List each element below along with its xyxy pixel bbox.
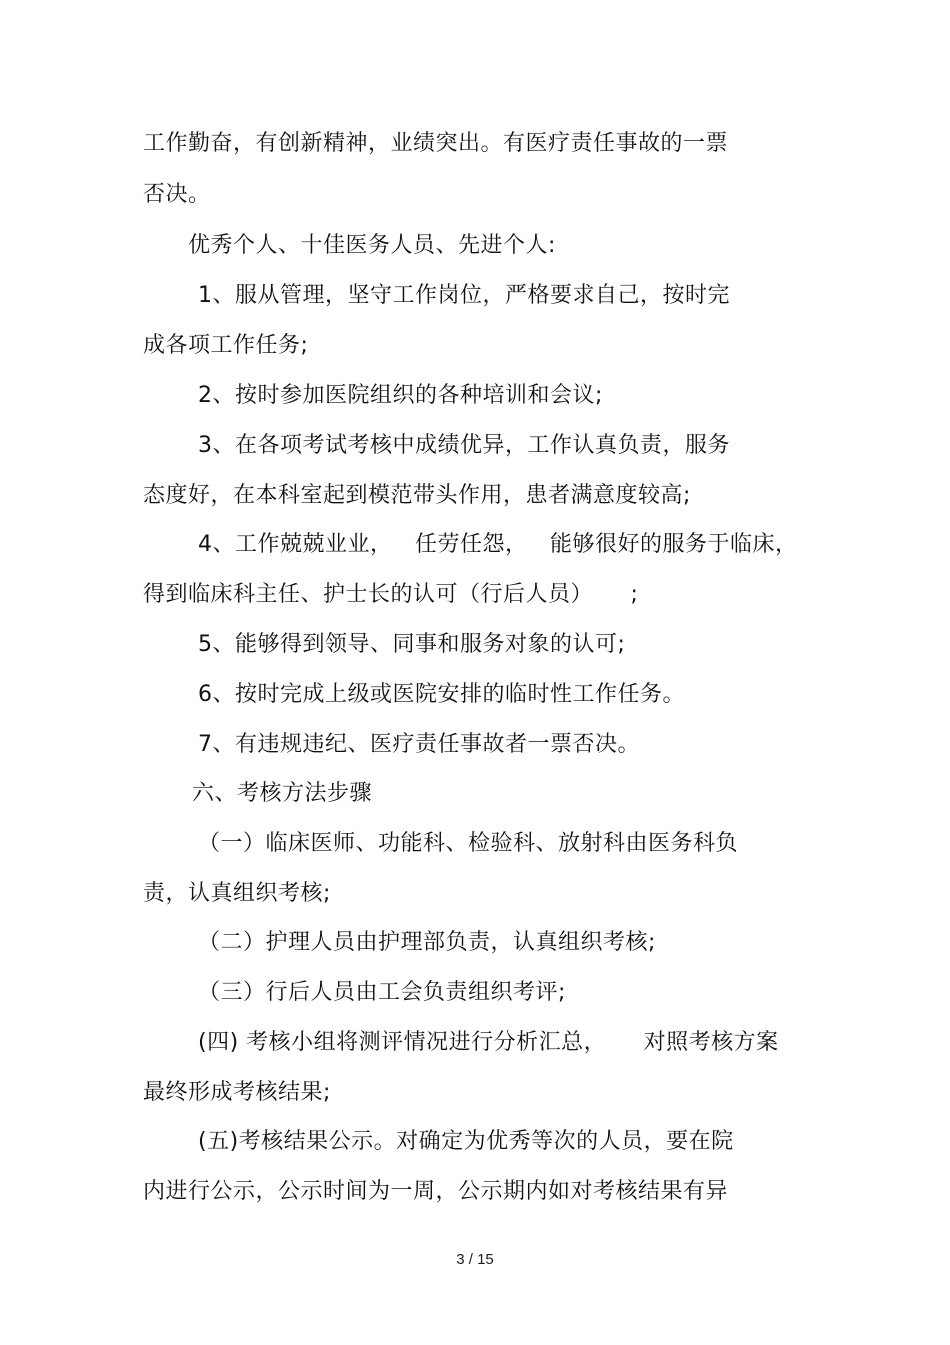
- text-line: 责，认真组织考核;: [143, 881, 331, 906]
- text-line: 得到临床科主任、护士长的认可（行后人员） ;: [143, 582, 639, 607]
- text-line: (五)考核结果公示。对确定为优秀等次的人员，要在院: [198, 1129, 734, 1154]
- text-line: 成各项工作任务;: [143, 333, 309, 358]
- text-line: 否决。: [143, 182, 211, 207]
- text-line: 1、服从管理，坚守工作岗位，严格要求自己，按时完: [198, 283, 730, 308]
- text-line: (四) 考核小组将测评情况进行分析汇总， 对照考核方案: [198, 1030, 779, 1055]
- text-line: 4、工作兢兢业业， 任劳任怨， 能够很好的服务于临床，: [198, 532, 798, 557]
- page-number: 3 / 15: [456, 1251, 494, 1268]
- text-line: 2、按时参加医院组织的各种培训和会议;: [198, 383, 603, 408]
- text-line: （三）行后人员由工会负责组织考评;: [198, 980, 566, 1005]
- text-line: 7、有违规违纪、医疗责任事故者一票否决。: [198, 732, 640, 757]
- section-heading: 六、考核方法步骤: [192, 781, 373, 806]
- text-line: 6、按时完成上级或医院安排的临时性工作任务。: [198, 682, 685, 707]
- text-line: 3、在各项考试考核中成绩优异，工作认真负责，服务: [198, 433, 730, 458]
- text-line: 态度好，在本科室起到模范带头作用，患者满意度较高;: [143, 483, 691, 508]
- text-line: 优秀个人、十佳医务人员、先进个人:: [188, 233, 556, 258]
- text-line: （二）护理人员由护理部负责，认真组织考核;: [198, 930, 656, 955]
- text-line: 工作勤奋，有创新精神，业绩突出。有医疗责任事故的一票: [143, 131, 729, 156]
- text-line: （一）临床医师、功能科、检验科、放射科由医务科负: [198, 831, 739, 856]
- text-line: 5、能够得到领导、同事和服务对象的认可;: [198, 632, 626, 657]
- text-line: 内进行公示，公示时间为一周，公示期内如对考核结果有异: [143, 1179, 729, 1204]
- text-line: 最终形成考核结果;: [143, 1080, 331, 1105]
